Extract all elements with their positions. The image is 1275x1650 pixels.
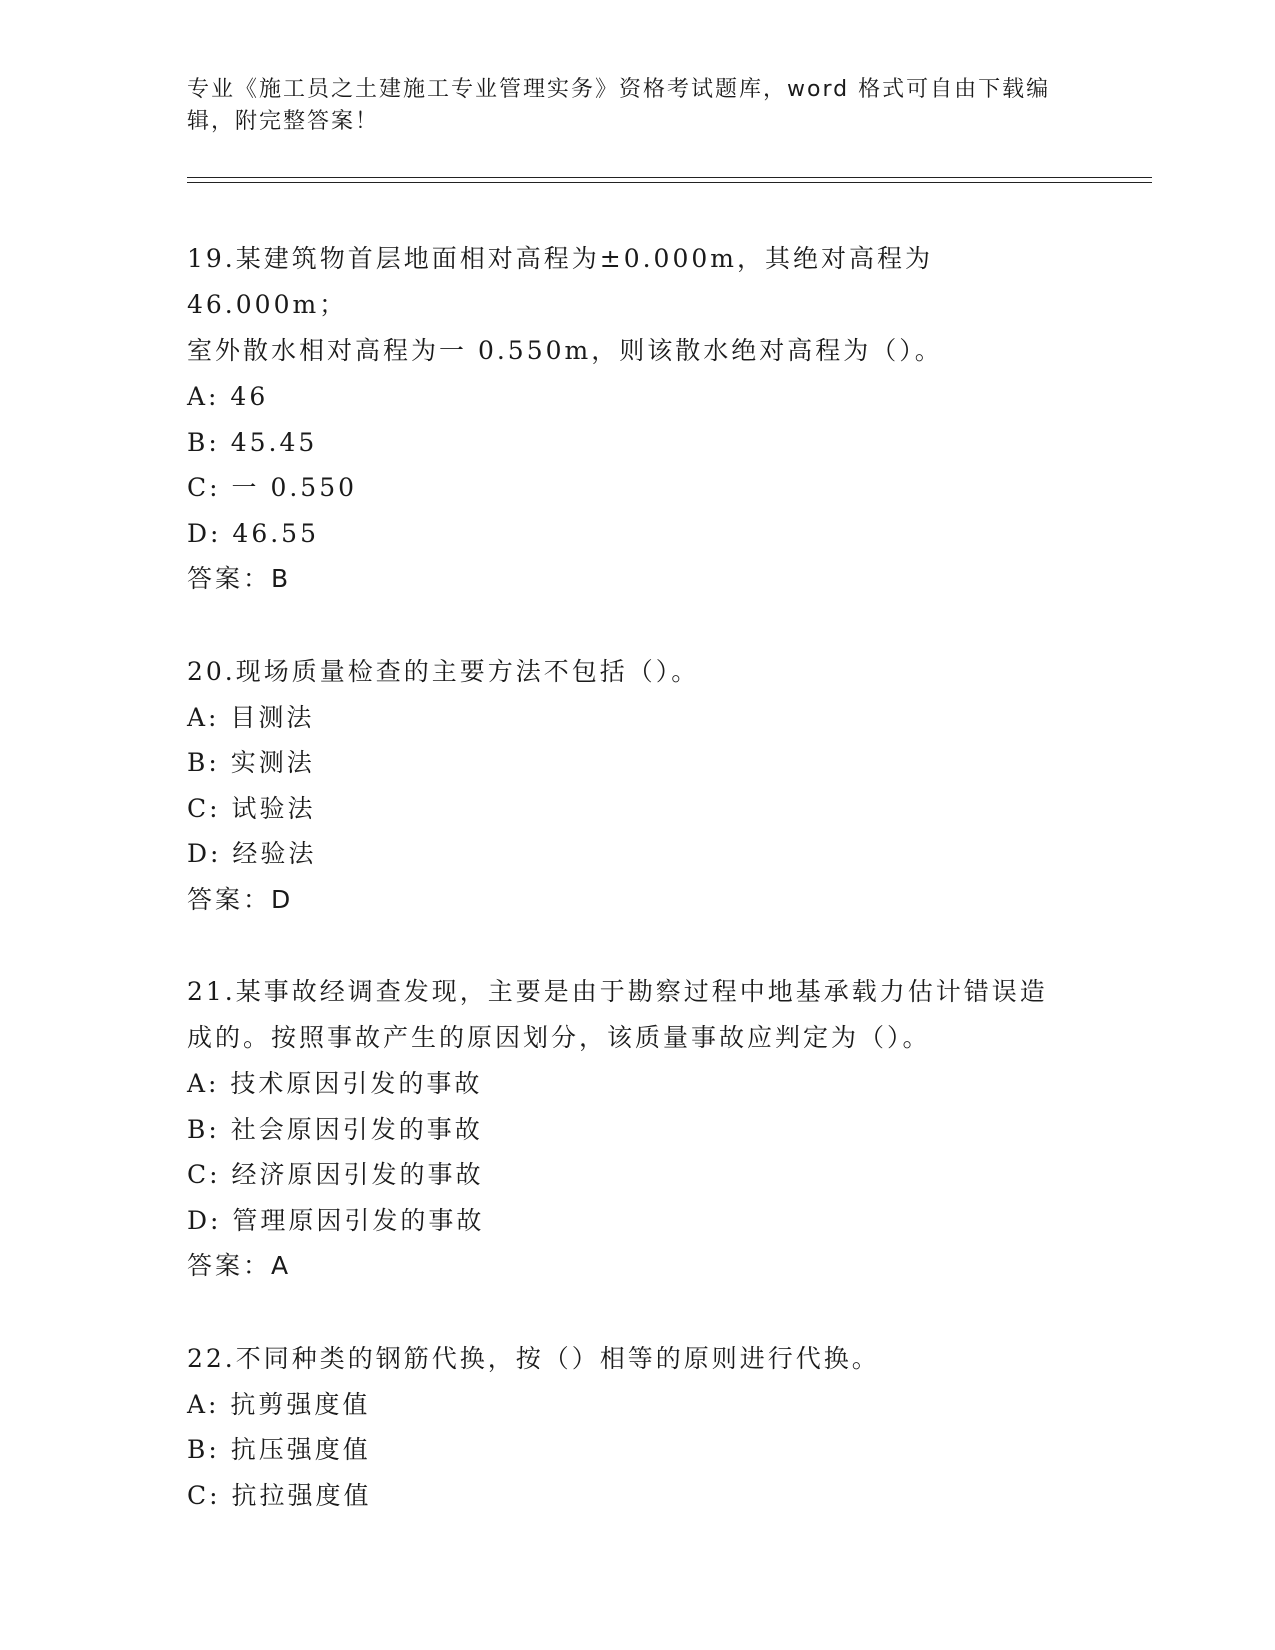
question-21 [187,969,1087,1289]
header-line-2: 辑，附完整答案！ [187,109,380,134]
header-line-1: 专业《施工员之土建施工专业管理实务》资格考试题库，word 格式可自由下载编 [187,77,1051,102]
question-19 [187,236,1087,602]
header-divider-top [187,177,1152,178]
option-b: B: 抗压强度值 [187,1435,371,1464]
option-a: A: 46 [187,382,269,411]
option-b: B: 45.45 [187,427,318,457]
answer: 答案：B [187,564,292,593]
option-d: D: 管理原因引发的事故 [187,1205,485,1235]
option-b: B: 实测法 [187,748,315,777]
option-a: A: 抗剪强度值 [187,1389,371,1419]
question-list [187,236,1087,1565]
question-22 [187,1336,1087,1519]
header-divider-bottom [187,182,1152,183]
question-text: 19.某建筑物首层地面相对高程为±0.000m，其绝对高程为 46.000m； [187,244,933,319]
answer: 答案：A [187,1251,292,1280]
question-text: 21.某事故经调查发现，主要是由于勘察过程中地基承载力估计错误造 [187,977,1048,1006]
option-d: D: 经验法 [187,839,317,868]
option-b: B: 社会原因引发的事故 [187,1114,483,1144]
option-a: A: 目测法 [187,702,315,732]
question-text-continued: 室外散水相对高程为一 0.550m，则该散水绝对高程为（）。 [187,336,943,365]
question-text-continued: 成的。按照事故产生的原因划分，该质量事故应判定为（）。 [187,1023,931,1052]
option-d: D: 46.55 [187,518,319,548]
answer: 答案：D [187,884,294,914]
question-text: 20.现场质量检查的主要方法不包括（）。 [187,656,700,686]
option-a: A: 技术原因引发的事故 [187,1069,483,1098]
option-c: C: 抗拉强度值 [187,1480,372,1510]
document-header [187,74,1087,138]
option-c: C: 试验法 [187,793,316,823]
option-c: C: 一 0.550 [187,473,358,502]
question-20 [187,649,1087,923]
question-text: 22.不同种类的钢筋代换，按（）相等的原则进行代换。 [187,1343,880,1373]
option-c: C: 经济原因引发的事故 [187,1160,484,1189]
